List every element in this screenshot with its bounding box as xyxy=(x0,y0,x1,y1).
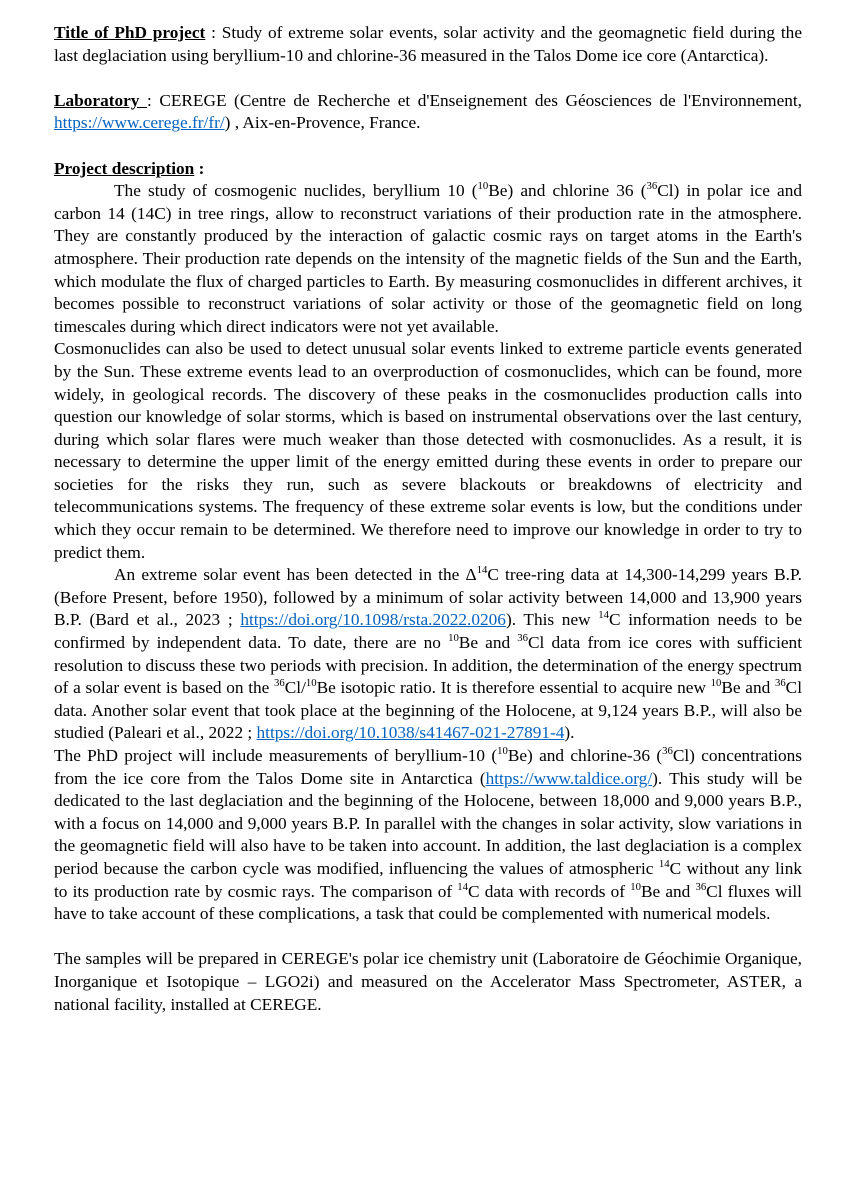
superscript: 36 xyxy=(517,632,529,645)
laboratory-text-after: ) , Aix-en-Provence, France. xyxy=(224,113,421,133)
project-description-label-suffix: : xyxy=(194,158,205,178)
text-run: Cl data from ice cores with sufficient resolution to discuss these two periods with precision. In addition, the determination of the energy spectrum of a solar event is based on the xyxy=(54,633,803,698)
text-run: Cl data. Another solar event that took place at the beginning of the Holocene, at 9,124 years B.P., will also be studied (Paleari et al., 2022 ; xyxy=(54,678,802,743)
superscript: 14 xyxy=(658,858,670,870)
text-run: ). This study will be dedicated to the last deglaciation and the beginning of the Holocene, between 18,000 and 9,000 years B.P., with a focus on 14,000 and 9,000 years B.P. In parallel with the changes in solar activity, slow variations in the geomagnetic field will also have to be taken into account. In addition, the last deglaciation is a complex period because the carbon cycle was modified, influencing the values of atmospheric xyxy=(54,768,802,878)
bard-2023-doi-link[interactable]: https://doi.org/10.1098/rsta.2022.0206 xyxy=(240,610,506,630)
text-run: Cl fluxes will have to take account of these complications, a task that could be complemented with numerical models. xyxy=(54,881,802,924)
text-run: C information needs to be confirmed by independent data. To date, there are no xyxy=(54,610,802,653)
text-run: The PhD project will include measurements of beryllium-10 ( xyxy=(54,746,498,765)
laboratory-text-before: : CEREGE (Centre de Recherche et d'Enseignement des Géosciences de l'Environnement, xyxy=(146,90,803,110)
superscript: 10 xyxy=(630,880,641,893)
laboratory-section xyxy=(54,90,802,135)
text-run: The study of cosmogenic nuclides, beryllium 10 ( xyxy=(114,181,478,201)
superscript: 36 xyxy=(695,880,707,893)
taldice-link[interactable]: https://www.taldice.org/ xyxy=(485,768,653,788)
superscript: 36 xyxy=(662,745,673,758)
superscript: 10 xyxy=(305,677,317,690)
text-run: Be) and chlorine-36 ( xyxy=(507,746,663,765)
text-run: C data with records of xyxy=(468,881,631,901)
text-run: Cl) in polar ice and carbon 14 (14C) in tree rings, allow to reconstruct variations of their production rate in the atmosphere. They are constantly produced by the interaction of galactic cosmic rays on target atoms in the Earth's atmosphere. Their production rate depends on the intensity of the magnetic fields of the Sun and the Earth, which modulate the flux of charged particles to Earth. By measuring cosmonuclides in different archives, it becomes possible to reconstruct variations of solar activity or those of the geomagnetic field on long timescales during which direct indicators were not yet available. xyxy=(54,181,802,336)
superscript: 36 xyxy=(774,677,786,690)
superscript: 36 xyxy=(646,180,658,193)
superscript: 36 xyxy=(274,677,285,690)
superscript: 10 xyxy=(710,677,722,690)
description-paragraph-2: Cosmonuclides can also be used to detect unusual solar events linked to extreme particle events generated by the Sun. These extreme events lead to an overproduction of cosmonuclides, which can be found, more widely, in geological records. The discovery of these peaks in the cosmonuclides production calls into question our knowledge of solar storms, which is based on instrumental observations over the last century, during which solar flares were much weaker than those detected with cosmonuclides. As a result, it is necessary to determine the upper limit of the energy emitted during these events in order to prepare our societies for the risks they run, such as severe blackouts or breakdowns of electricity and telecommunications systems. The frequency of these extreme solar events is low, but the conditions under which they occur remain to be determined. We therefore need to improve our knowledge in order to try to predict them. xyxy=(54,339,802,562)
text-run: C without any link to its production rate by cosmic rays. The comparison of xyxy=(54,858,802,901)
project-description-section xyxy=(54,158,802,926)
superscript: 10 xyxy=(497,745,508,758)
superscript: 10 xyxy=(448,632,459,645)
title-section xyxy=(54,22,802,67)
text-run: Cl) concentrations from the ice core from the Talos Dome site in Antarctica ( xyxy=(54,746,803,788)
description-paragraph-1 xyxy=(54,180,802,338)
text-run: C tree-ring data at 14,300-14,299 years B.P. (Before Present, before 1950), followed by a minimum of solar activity between 14,000 and 13,900 years B.P. (Bard et al., 2023 ; xyxy=(54,565,802,630)
text-run: Be and xyxy=(458,633,518,653)
text-run: ). This new xyxy=(505,610,599,630)
paleari-2022-doi-link[interactable]: https://doi.org/10.1038/s41467-021-27891-4 xyxy=(256,723,565,743)
samples-paragraph: The samples will be prepared in CEREGE's polar ice chemistry unit (Laboratoire de Géochimie Organique, Inorganique et Isotopique – LGO2i) and measured on the Accelerator Mass Spectrometer, ASTER, a national facility, installed at CEREGE. xyxy=(54,949,802,1014)
superscript: 10 xyxy=(477,180,489,193)
text-run: Be and xyxy=(640,881,696,901)
text-run: Be isotopic ratio. It is therefore essential to acquire new xyxy=(316,678,711,698)
laboratory-label: Laboratory xyxy=(54,90,147,110)
text-run: Be and xyxy=(721,678,775,698)
superscript: 14 xyxy=(598,609,610,622)
project-description-label: Project description xyxy=(54,158,195,178)
title-label: Title of PhD project xyxy=(54,23,206,42)
text-run: Be) and chlorine 36 ( xyxy=(488,181,647,201)
description-paragraph-4 xyxy=(54,745,802,926)
title-text: : Study of extreme solar events, solar activity and the geomagnetic field during the last deglaciation using beryllium-10 and chlorine-36 measured in the Talos Dome ice core (Antarctica). xyxy=(54,23,802,65)
superscript: 14 xyxy=(457,880,469,893)
description-paragraph-3 xyxy=(54,564,802,745)
superscript: 14 xyxy=(476,564,488,577)
project-description-heading xyxy=(54,158,802,181)
text-run: ). xyxy=(564,723,575,743)
cerege-link[interactable]: https://www.cerege.fr/fr/ xyxy=(54,113,225,133)
text-run: An extreme solar event has been detected in the Δ xyxy=(114,565,477,585)
text-run: Cl/ xyxy=(284,678,306,698)
